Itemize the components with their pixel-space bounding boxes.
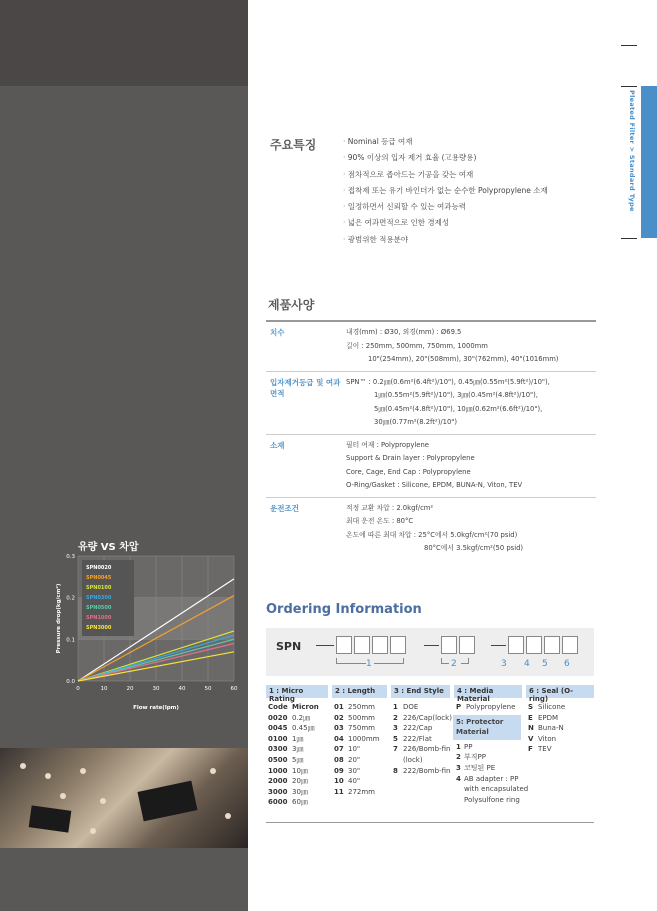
code: 0500 bbox=[268, 755, 288, 764]
seal-list bbox=[528, 702, 565, 755]
code: 5 bbox=[393, 734, 398, 743]
spec-line: 길이 : 250mm, 500mm, 750mm, 1000mm bbox=[346, 341, 488, 350]
code: 3 bbox=[456, 763, 461, 772]
features-title: 주요특징 bbox=[270, 138, 317, 152]
code: 10 bbox=[334, 777, 344, 786]
micro-row bbox=[268, 713, 319, 724]
media-row bbox=[456, 702, 528, 713]
spec-line: 10"(254mm), 20"(508mm), 30"(762mm), 40"(1016mm) bbox=[368, 355, 559, 363]
value: 500mm bbox=[348, 713, 375, 722]
length-list bbox=[334, 702, 379, 797]
value: DOE bbox=[403, 703, 419, 711]
value: Silicone bbox=[538, 703, 566, 711]
value: 272mm bbox=[348, 787, 375, 796]
spec-row bbox=[266, 434, 596, 497]
end-style-row bbox=[393, 713, 452, 724]
feature-item: · Nominal 등급 여재 bbox=[343, 136, 548, 152]
protector-row bbox=[456, 795, 528, 806]
spec-row bbox=[266, 497, 596, 560]
code-digit-2: 2 bbox=[451, 659, 457, 669]
protector-header: 5: Protector Material bbox=[453, 715, 521, 740]
code: 02 bbox=[334, 713, 344, 722]
feature-item: · 점차적으로 좁아드는 기공을 갖는 여재 bbox=[343, 169, 548, 185]
x-tick-label: 50 bbox=[204, 686, 212, 692]
spec-line: SPN™ : 0.2㎛(0.6m²(6.4ft²)/10"), 0.45㎛(0.55m²(5.9ft²)/10"), bbox=[346, 377, 550, 386]
code-header: Code bbox=[268, 703, 288, 711]
value: 코팅된 PE bbox=[464, 763, 496, 772]
code-dash bbox=[491, 645, 506, 646]
protector-row bbox=[456, 784, 528, 795]
micro-row bbox=[268, 787, 319, 798]
value: 0.2㎛ bbox=[292, 713, 311, 722]
value: PP bbox=[464, 742, 473, 751]
code: 2 bbox=[456, 753, 461, 762]
code-digit-1: 1 bbox=[366, 659, 372, 669]
spec-row bbox=[266, 371, 596, 434]
micro-rating-list bbox=[268, 702, 319, 808]
protector-row bbox=[456, 774, 528, 785]
value: 30" bbox=[348, 766, 361, 775]
code: 1 bbox=[456, 742, 461, 751]
legend-entry-spn3000: SPN3000 bbox=[86, 625, 112, 631]
header-length: 2 : Length bbox=[332, 685, 387, 698]
value: 226/Bomb-fin bbox=[403, 745, 451, 754]
bracket-2 bbox=[441, 658, 449, 664]
code: 09 bbox=[334, 766, 344, 775]
code-slot bbox=[459, 636, 475, 654]
value: (lock) bbox=[403, 755, 423, 764]
end-style-row bbox=[393, 734, 452, 745]
seal-row bbox=[528, 734, 565, 745]
length-row bbox=[334, 744, 379, 755]
end-style-row bbox=[393, 723, 452, 734]
code: 0020 bbox=[268, 713, 288, 722]
code: 6000 bbox=[268, 798, 288, 807]
micro-row bbox=[268, 797, 319, 808]
seal-row bbox=[528, 744, 565, 755]
bracket-2-end bbox=[461, 658, 469, 664]
value: 10㎛ bbox=[292, 766, 308, 775]
code: P bbox=[456, 703, 462, 711]
code: 3 bbox=[393, 724, 398, 733]
micro-row bbox=[268, 776, 319, 787]
seal-row bbox=[528, 702, 565, 713]
spec-line: Core, Cage, End Cap : Polypropylene bbox=[346, 467, 471, 476]
header-seal: 6 : Seal (O-ring) bbox=[526, 685, 594, 698]
code: 03 bbox=[334, 724, 344, 733]
chart-title: 유량 VS 차압 bbox=[78, 542, 139, 553]
left-panel-header bbox=[0, 0, 248, 86]
end-style-row bbox=[393, 766, 452, 777]
value: 60㎛ bbox=[292, 798, 308, 807]
value: 0.45㎛ bbox=[292, 724, 315, 733]
value: 30㎛ bbox=[292, 787, 308, 796]
top-rule bbox=[621, 45, 637, 46]
spec-body bbox=[346, 498, 596, 560]
spec-title: 제품사양 bbox=[268, 298, 315, 312]
value: Polysulfone ring bbox=[464, 795, 520, 804]
x-tick-label: 30 bbox=[152, 686, 160, 692]
code: 11 bbox=[334, 787, 344, 796]
value: Polypropylene bbox=[466, 703, 516, 711]
x-tick-label: 0 bbox=[76, 686, 80, 692]
code: 3000 bbox=[268, 787, 288, 796]
code: 4 bbox=[456, 774, 461, 783]
length-row bbox=[334, 766, 379, 777]
legend-entry-spn0020: SPN0020 bbox=[86, 565, 112, 571]
spec-line: 80°C에서 3.5kgf/cm²(50 psid) bbox=[424, 544, 524, 552]
value: with encapsulated bbox=[464, 785, 529, 794]
spec-line: 5㎛(0.45m²(4.8ft²)/10"), 10㎛(0.62m²(6.6ft²)/10"), bbox=[374, 404, 543, 413]
spec-line: 필터 여재 : Polypropylene bbox=[346, 440, 429, 449]
header-media-material: 4 : Media Material bbox=[454, 685, 522, 698]
spec-head: 운전조건 bbox=[270, 503, 299, 513]
spec-body bbox=[346, 435, 596, 497]
spec-head: 치수 bbox=[270, 328, 285, 337]
pressure-drop-chart bbox=[52, 550, 242, 720]
value: 222/Bomb-fin bbox=[403, 766, 451, 775]
spec-line: 온도에 따른 최대 차압 : 25°C에서 5.0kgf/cm²(70 psid) bbox=[346, 530, 518, 539]
code-prefix: SPN bbox=[276, 640, 302, 653]
header-micro-rating: 1 : Micro Rating bbox=[266, 685, 328, 698]
value: 20" bbox=[348, 755, 361, 764]
media-material-list bbox=[456, 702, 528, 805]
feature-item: · 90% 이상의 입자 제거 효율 (고용량용) bbox=[343, 152, 548, 168]
tab-rule-top bbox=[621, 86, 637, 87]
spec-line: 내경(mm) : Ø30, 외경(mm) : Ø69.5 bbox=[346, 328, 462, 336]
legend-entry-spn0500: SPN0500 bbox=[86, 605, 112, 611]
value: 20㎛ bbox=[292, 777, 308, 786]
length-row bbox=[334, 702, 379, 713]
value: 3㎛ bbox=[292, 745, 304, 754]
value: 226/Cap(lock) bbox=[403, 713, 452, 722]
code-digit-5: 5 bbox=[542, 659, 548, 669]
code: 2 bbox=[393, 713, 398, 722]
code: 0100 bbox=[268, 734, 288, 743]
length-row bbox=[334, 755, 379, 766]
code: V bbox=[528, 734, 534, 743]
value: AB adapter : PP bbox=[464, 774, 519, 783]
y-axis-label: Pressure drop(kg/cm²) bbox=[56, 583, 62, 654]
y-tick-label: 0.0 bbox=[66, 679, 75, 685]
header-end-style: 3 : End Style bbox=[391, 685, 450, 698]
x-tick-label: 60 bbox=[230, 686, 238, 692]
value: TEV bbox=[538, 745, 552, 754]
legend-entry-spn0300: SPN0300 bbox=[86, 595, 112, 601]
value: 222/Flat bbox=[403, 734, 432, 743]
code-slot bbox=[390, 636, 406, 654]
y-tick-label: 0.3 bbox=[66, 554, 75, 560]
value: 222/Cap bbox=[403, 724, 433, 733]
y-tick-label: 0.2 bbox=[66, 595, 75, 602]
code-slot bbox=[336, 636, 352, 654]
code-dash bbox=[424, 645, 439, 646]
length-row bbox=[334, 723, 379, 734]
value: 1000mm bbox=[348, 734, 380, 743]
bracket-1-end bbox=[374, 658, 404, 664]
x-tick-label: 20 bbox=[126, 686, 134, 692]
value: 250mm bbox=[348, 703, 375, 711]
bottom-rule bbox=[266, 822, 594, 823]
micro-row bbox=[268, 755, 319, 766]
y-tick-label: 0.1 bbox=[66, 637, 75, 644]
code-slot bbox=[372, 636, 388, 654]
length-row bbox=[334, 713, 379, 724]
feature-item: · 일정하면서 신뢰할 수 있는 여과능력 bbox=[343, 201, 548, 217]
value: Buna-N bbox=[538, 724, 564, 733]
features-list bbox=[343, 136, 548, 250]
seal-row bbox=[528, 723, 565, 734]
spec-body bbox=[346, 322, 596, 371]
spec-line: 1㎛(0.55m²(5.9ft²)/10"), 3㎛(0.45m²(4.8ft²)/10"), bbox=[374, 391, 538, 399]
spec-line: 적정 교환 차압 : 2.0kgf/cm² bbox=[346, 503, 434, 512]
code-digit-6: 6 bbox=[564, 659, 570, 669]
code: 01 bbox=[334, 703, 344, 711]
code: 1000 bbox=[268, 766, 288, 775]
code: 7 bbox=[393, 745, 398, 754]
legend-entry-spn1000: SPN1000 bbox=[86, 615, 112, 621]
code: 2000 bbox=[268, 777, 288, 786]
code-slot bbox=[354, 636, 370, 654]
length-row bbox=[334, 787, 379, 798]
spec-line: 최대 운전 온도 : 80°C bbox=[346, 517, 414, 525]
code-slot bbox=[441, 636, 457, 654]
seal-row bbox=[528, 713, 565, 724]
code: S bbox=[528, 703, 534, 711]
value: 40" bbox=[348, 777, 361, 786]
code: 1 bbox=[393, 703, 398, 711]
value: Viton bbox=[538, 734, 557, 743]
micron-header: Micron bbox=[292, 703, 319, 711]
code: 07 bbox=[334, 745, 344, 754]
protector-row bbox=[456, 752, 528, 763]
x-tick-label: 10 bbox=[100, 686, 108, 692]
code-dash bbox=[316, 645, 334, 646]
spec-line: O-Ring/Gasket : Silicone, EPDM, BUNA-N, Viton, TEV bbox=[346, 481, 523, 489]
code: F bbox=[528, 745, 533, 754]
value: 750mm bbox=[348, 724, 375, 733]
length-row bbox=[334, 734, 379, 745]
protector-row bbox=[456, 742, 528, 753]
ordering-title: Ordering Information bbox=[266, 602, 422, 617]
side-tab bbox=[641, 86, 657, 238]
value: 부직PP bbox=[464, 753, 486, 762]
end-style-row bbox=[393, 755, 452, 766]
circuit-board-image bbox=[0, 748, 248, 848]
code: 0045 bbox=[268, 724, 288, 733]
micro-row bbox=[268, 723, 319, 734]
code-slot bbox=[526, 636, 542, 654]
micro-row bbox=[268, 744, 319, 755]
micro-row bbox=[268, 734, 319, 745]
x-tick-label: 40 bbox=[178, 686, 186, 692]
micro-row bbox=[268, 766, 319, 777]
spec-line: 30㎛(0.77m²(8.2ft²)/10") bbox=[374, 418, 458, 426]
x-axis-label: Flow rate(lpm) bbox=[133, 705, 179, 711]
spec-head: 소재 bbox=[270, 440, 285, 450]
spec-line: Support & Drain layer : Polypropylene bbox=[346, 454, 475, 462]
value: 1㎛ bbox=[292, 734, 304, 743]
code: 08 bbox=[334, 755, 344, 764]
feature-item: · 접착제 또는 유기 바인더가 없는 순수한 Polypropylene 소재 bbox=[343, 185, 548, 201]
end-style-list bbox=[393, 702, 452, 776]
code: 0300 bbox=[268, 745, 288, 754]
feature-item: · 광범위한 적용분야 bbox=[343, 234, 548, 250]
end-style-row bbox=[393, 744, 452, 755]
code: N bbox=[528, 724, 534, 733]
spec-body bbox=[346, 372, 596, 434]
value: 5㎛ bbox=[292, 755, 304, 764]
protector-row bbox=[456, 763, 528, 774]
code-slot bbox=[508, 636, 524, 654]
code-slot bbox=[562, 636, 578, 654]
micro-col-header bbox=[268, 702, 319, 713]
length-row bbox=[334, 776, 379, 787]
spec-row bbox=[266, 320, 596, 371]
code-digit-3: 3 bbox=[501, 659, 507, 669]
value: EPDM bbox=[538, 713, 559, 722]
code: 04 bbox=[334, 734, 344, 743]
code-digit-4: 4 bbox=[524, 659, 530, 669]
side-tab-label: Pleated Filter > Standard Type bbox=[628, 90, 636, 212]
feature-item: · 넓은 여과면적으로 인한 경제성 bbox=[343, 217, 548, 233]
spec-table bbox=[266, 320, 596, 560]
code-slot bbox=[544, 636, 560, 654]
code: E bbox=[528, 713, 533, 722]
legend-entry-spn0100: SPN0100 bbox=[86, 585, 112, 591]
tab-rule-bottom bbox=[621, 238, 637, 239]
end-style-row bbox=[393, 702, 452, 713]
ordering-code-diagram bbox=[266, 628, 594, 676]
spec-head: 입자제거등급 및 여과면적 bbox=[270, 377, 341, 398]
value: 10" bbox=[348, 745, 361, 754]
code: 8 bbox=[393, 766, 398, 775]
legend-entry-spn0045: SPN0045 bbox=[86, 575, 112, 581]
bracket-1 bbox=[336, 658, 366, 664]
